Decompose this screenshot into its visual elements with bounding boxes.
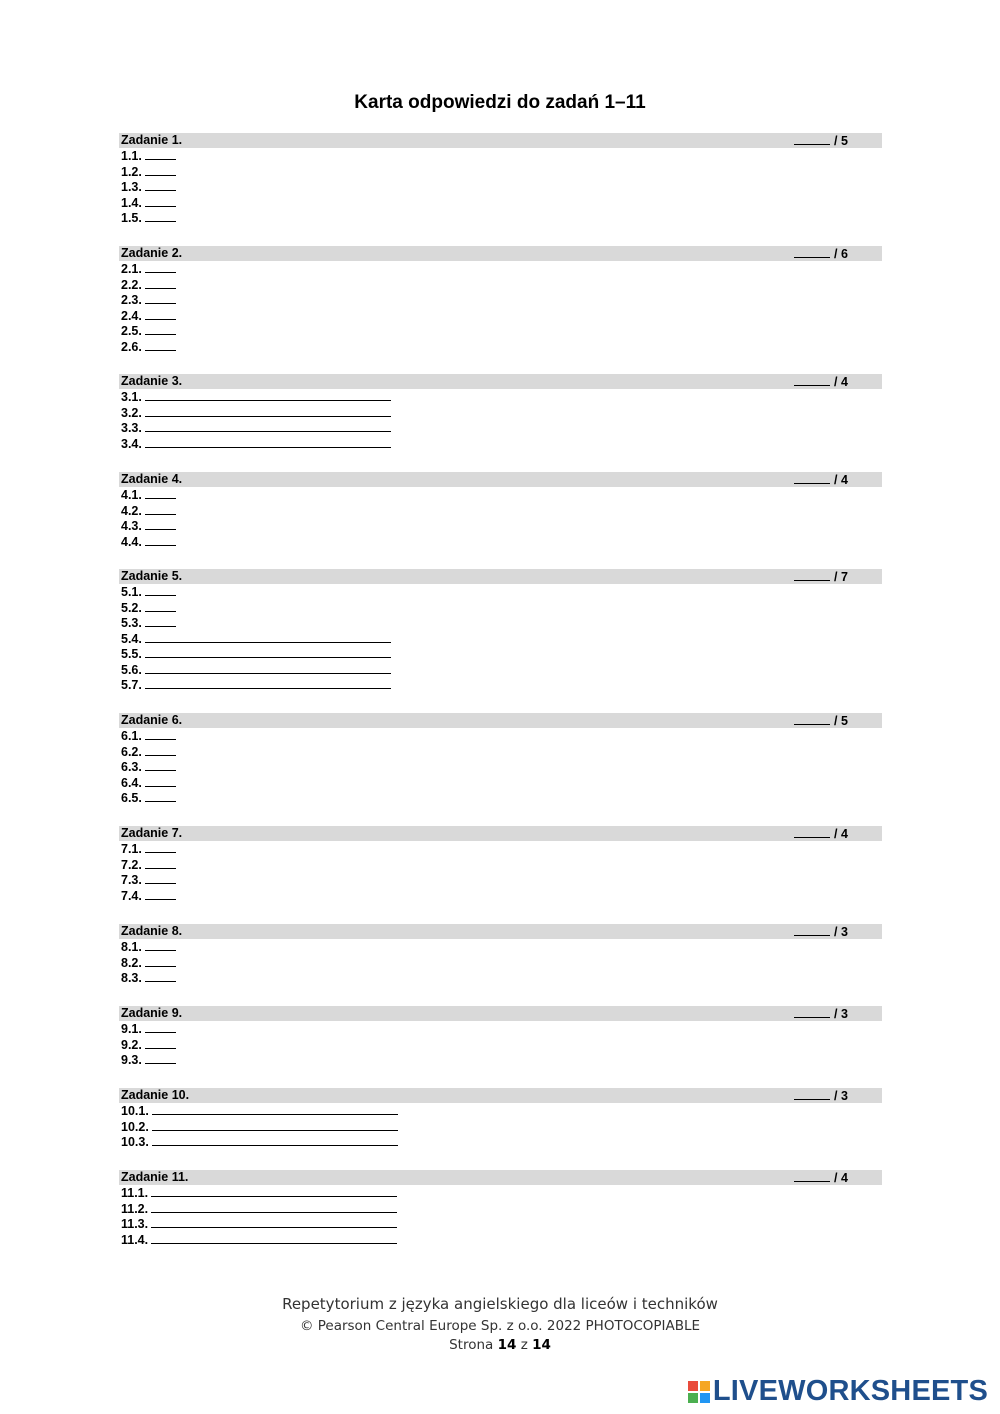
answer-number: 6.3. [121,760,142,774]
score-blank[interactable] [794,133,830,145]
section-header [119,569,882,584]
answer-number: 11.2. [121,1201,149,1216]
section-header [119,1006,882,1021]
answer-number: 1.1. [121,149,142,163]
answer-number: 10.2. [121,1119,149,1134]
answer-item [119,277,882,293]
answer-blank[interactable] [151,1232,397,1244]
answer-blank[interactable] [145,888,176,900]
section-zadanie-3 [119,374,882,451]
answer-number: 5.2. [121,600,142,615]
answer-item [119,1185,882,1201]
answer-blank[interactable] [152,1103,398,1115]
answer-number: 11.1. [121,1186,149,1200]
answer-blank[interactable] [145,775,176,787]
answer-blank[interactable] [145,179,176,191]
answer-number: 5.3. [121,616,142,630]
answer-number: 5.5. [121,647,142,661]
score-blank[interactable] [794,246,830,258]
answer-number: 7.4. [121,888,142,903]
answer-item [119,292,882,308]
answer-blank[interactable] [145,534,176,546]
answer-item [119,420,882,436]
answer-item [119,1119,882,1135]
answer-item [119,210,882,226]
page-current: 14 [497,1337,517,1353]
answer-item [119,164,882,180]
answer-number: 9.2. [121,1037,142,1052]
answer-blank[interactable] [145,857,176,869]
answer-item [119,389,882,405]
section-label: Zadanie 1. [121,133,183,147]
answer-number: 2.5. [121,324,142,338]
footer-copyright: © Pearson Central Europe Sp. z o.o. 2022 PHOTOCOPIABLE [299,1318,701,1334]
answer-number: 7.2. [121,857,142,872]
answer-item [119,857,882,873]
answer-item [119,888,882,904]
score-max: / 6 [834,247,848,261]
section-zadanie-9 [119,1006,882,1068]
answer-item [119,1216,882,1232]
section-zadanie-7 [119,826,882,903]
section-zadanie-1 [119,133,882,226]
answer-blank[interactable] [145,744,176,756]
answer-blank[interactable] [145,164,176,176]
footer-page-number [0,1337,1000,1353]
answer-number: 1.2. [121,164,142,179]
answer-number: 5.4. [121,631,142,646]
answer-blank[interactable] [151,1216,397,1228]
answer-blank[interactable] [145,939,176,951]
score-blank[interactable] [794,569,830,581]
answer-number: 1.4. [121,195,142,210]
answer-item [119,841,882,857]
answer-item [119,1021,882,1037]
section-label: Zadanie 5. [121,569,183,583]
answer-number: 3.4. [121,436,142,451]
section-header [119,133,882,148]
answer-number: 8.2. [121,955,142,970]
section-label: Zadanie 10. [121,1088,190,1102]
section-label: Zadanie 3. [121,374,183,388]
answer-blank[interactable] [152,1134,398,1146]
section-label: Zadanie 2. [121,246,183,260]
answer-number: 11.3. [121,1217,149,1231]
answer-blank[interactable] [145,292,176,304]
section-score [794,133,848,149]
answer-item [119,148,882,164]
page-title: Karta odpowiedzi do zadań 1–11 [354,92,646,113]
answer-item [119,436,882,452]
section-zadanie-11 [119,1170,882,1247]
answer-item [119,323,882,339]
answer-item [119,1037,882,1053]
answer-blank[interactable] [145,677,391,689]
page-sep: z [520,1337,528,1353]
answer-item [119,1232,882,1248]
section-header [119,924,882,939]
answer-item [119,405,882,421]
score-max: / 5 [834,714,848,728]
answer-blank[interactable] [145,841,176,853]
score-max: / 7 [834,570,848,584]
answer-blank[interactable] [145,339,176,351]
score-max: / 4 [834,827,848,841]
answer-item [119,179,882,195]
answer-blank[interactable] [145,518,176,530]
answer-blank[interactable] [145,872,176,884]
score-max: / 3 [834,925,848,939]
section-score [794,924,848,940]
score-blank[interactable] [794,1088,830,1100]
answer-item [119,759,882,775]
liveworksheets-logo-icon [688,1381,710,1403]
answer-blank[interactable] [145,323,176,335]
answer-blank[interactable] [145,308,176,320]
section-label: Zadanie 7. [121,826,183,840]
score-max: / 4 [834,375,848,389]
answer-item [119,1134,882,1150]
answer-number: 5.7. [121,678,142,692]
answer-number: 4.1. [121,488,142,502]
answer-blank[interactable] [151,1201,397,1213]
answer-blank[interactable] [145,615,176,627]
section-score [794,713,848,729]
section-score [794,569,848,585]
answer-blank[interactable] [145,487,176,499]
section-zadanie-8 [119,924,882,986]
answer-blank[interactable] [145,600,176,612]
answer-number: 3.2. [121,405,142,420]
answer-blank[interactable] [145,646,391,658]
answer-blank[interactable] [145,389,391,401]
answer-item [119,1052,882,1068]
answer-item [119,775,882,791]
answer-number: 11.4. [121,1232,149,1247]
answer-item [119,939,882,955]
section-label: Zadanie 8. [121,924,183,938]
score-blank[interactable] [794,374,830,386]
answer-item [119,662,882,678]
page-prefix: Strona [449,1337,494,1353]
answer-blank[interactable] [145,420,391,432]
section-label: Zadanie 9. [121,1006,183,1020]
answer-number: 10.3. [121,1135,149,1149]
answer-number: 1.5. [121,211,142,225]
answer-item [119,584,882,600]
section-score [794,374,848,390]
section-header [119,1170,882,1185]
score-max: / 5 [834,134,848,148]
answer-number: 5.1. [121,585,142,599]
answer-number: 5.6. [121,662,142,677]
answer-item [119,518,882,534]
answer-number: 7.3. [121,873,142,887]
answer-number: 10.1. [121,1104,149,1118]
answer-blank[interactable] [151,1185,397,1197]
section-header [119,713,882,728]
answer-blank[interactable] [145,261,176,273]
answer-number: 2.3. [121,293,142,307]
answer-number: 4.3. [121,519,142,533]
answer-number: 1.3. [121,180,142,194]
answer-blank[interactable] [145,277,176,289]
answer-number: 8.1. [121,940,142,954]
answer-blank[interactable] [145,970,176,982]
answer-blank[interactable] [152,1119,398,1131]
score-blank[interactable] [794,472,830,484]
section-zadanie-4 [119,472,882,549]
section-header [119,826,882,841]
answer-blank[interactable] [145,662,391,674]
section-zadanie-5 [119,569,882,693]
section-header [119,374,882,389]
answer-blank[interactable] [145,790,176,802]
answer-number: 6.4. [121,775,142,790]
answer-item [119,677,882,693]
answer-number: 9.3. [121,1053,142,1067]
answer-item [119,487,882,503]
answer-number: 3.3. [121,421,142,435]
page-total: 14 [532,1337,551,1353]
answer-item [119,790,882,806]
answer-number: 6.2. [121,744,142,759]
section-label: Zadanie 4. [121,472,183,486]
answer-item [119,534,882,550]
answer-number: 3.1. [121,390,142,404]
section-label: Zadanie 11. [121,1170,189,1184]
answer-number: 9.1. [121,1022,142,1036]
answer-number: 6.1. [121,729,142,743]
score-blank[interactable] [794,1006,830,1018]
answer-item [119,1103,882,1119]
liveworksheets-brand[interactable] [688,1375,988,1408]
answer-number: 4.2. [121,503,142,518]
answer-item [119,955,882,971]
answer-number: 2.1. [121,262,142,276]
section-score [794,246,848,262]
answer-item [119,744,882,760]
answer-number: 8.3. [121,971,142,985]
section-header [119,246,882,261]
answer-number: 6.5. [121,791,142,805]
section-zadanie-6 [119,713,882,806]
brand-text: LIVEWORKSHEETS [712,1375,988,1407]
score-blank[interactable] [794,1170,830,1182]
answer-item [119,646,882,662]
answer-blank[interactable] [145,503,176,515]
answer-item [119,631,882,647]
answer-number: 2.2. [121,277,142,292]
answer-blank[interactable] [145,436,391,448]
answer-number: 7.1. [121,842,142,856]
answer-blank[interactable] [145,955,176,967]
section-header [119,1088,882,1103]
answer-item [119,970,882,986]
answer-number: 2.4. [121,308,142,323]
answer-item [119,728,882,744]
score-blank[interactable] [794,713,830,725]
score-max: / 4 [834,1171,848,1185]
section-label: Zadanie 6. [121,713,183,727]
section-zadanie-10 [119,1088,882,1150]
answer-item [119,503,882,519]
answer-item [119,308,882,324]
answer-blank[interactable] [145,1021,176,1033]
section-header [119,472,882,487]
answer-item [119,195,882,211]
answer-item [119,339,882,355]
answer-blank[interactable] [145,759,176,771]
answer-blank[interactable] [145,631,391,643]
answer-item [119,600,882,616]
score-max: / 4 [834,473,848,487]
answer-blank[interactable] [145,1037,176,1049]
section-score [794,1088,848,1104]
footer-book-title: Repetytorium z języka angielskiego dla liceów i techników [282,1295,718,1313]
answer-item [119,261,882,277]
answer-number: 4.4. [121,534,142,549]
section-zadanie-2 [119,246,882,354]
section-score [794,826,848,842]
score-max: / 3 [834,1007,848,1021]
answer-blank[interactable] [145,405,391,417]
score-blank[interactable] [794,826,830,838]
score-blank[interactable] [794,924,830,936]
answer-number: 2.6. [121,339,142,354]
answer-blank[interactable] [145,148,176,160]
answer-blank[interactable] [145,728,176,740]
answer-item [119,1201,882,1217]
section-score [794,1006,848,1022]
score-max: / 3 [834,1089,848,1103]
answer-blank[interactable] [145,195,176,207]
section-score [794,472,848,488]
answer-blank[interactable] [145,210,176,222]
answer-blank[interactable] [145,584,176,596]
answer-blank[interactable] [145,1052,176,1064]
section-score [794,1170,848,1186]
answer-item [119,615,882,631]
answer-item [119,872,882,888]
